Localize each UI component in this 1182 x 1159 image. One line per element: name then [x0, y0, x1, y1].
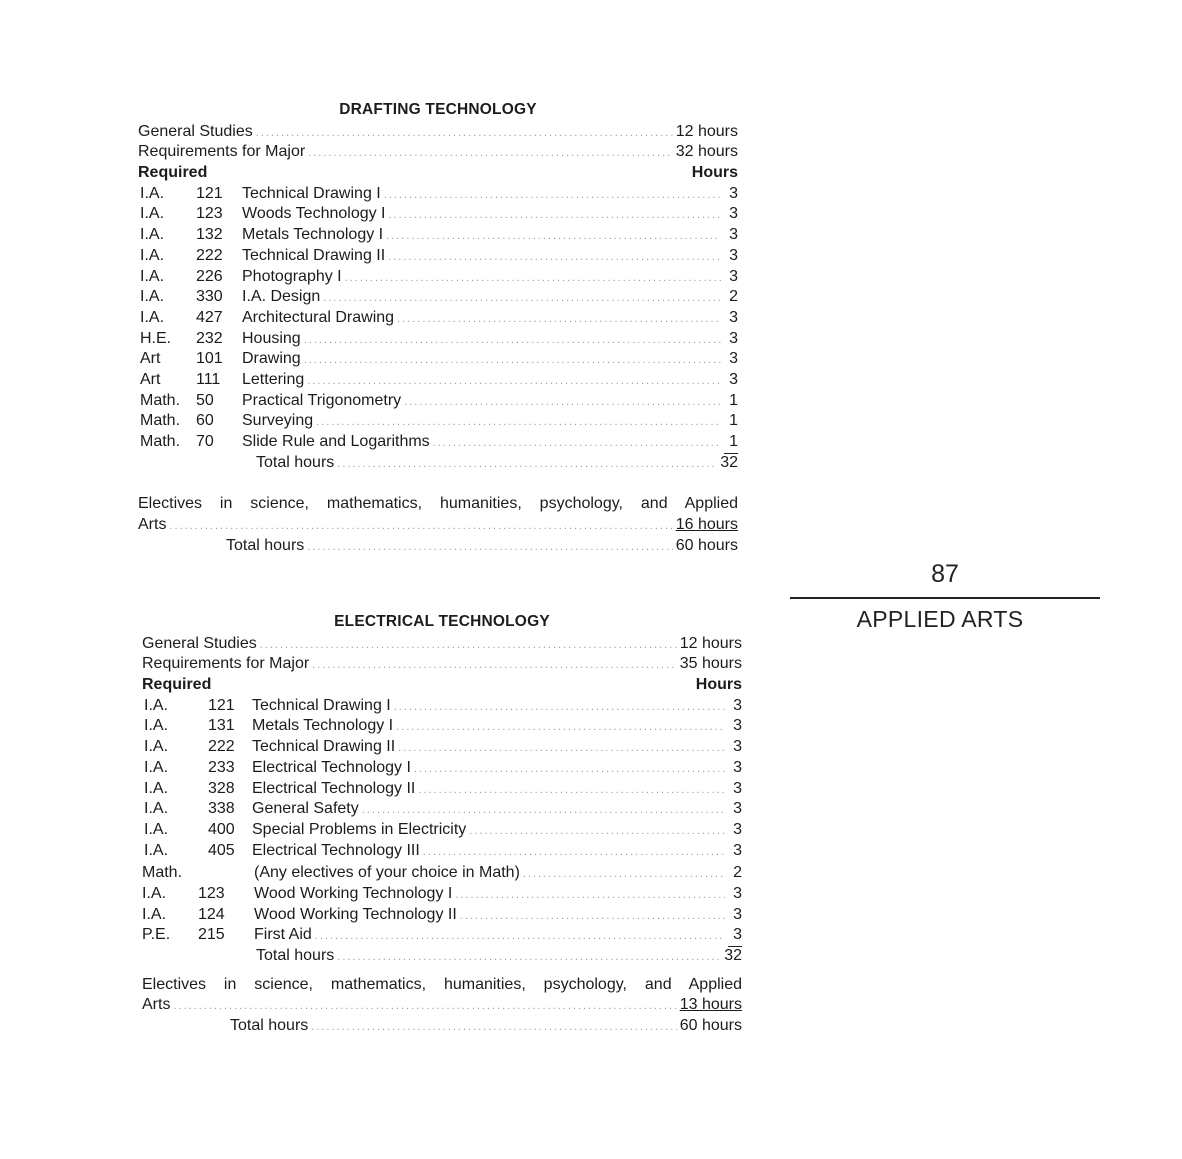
course-subject: I.A. — [142, 905, 167, 923]
dot-leader — [394, 697, 725, 718]
course-number: 132 — [196, 226, 223, 244]
dot-leader — [384, 185, 721, 206]
course-hours: 3 — [729, 184, 738, 202]
course-number: 405 — [208, 841, 235, 859]
course-row — [138, 329, 738, 350]
course-subject: I.A. — [142, 884, 167, 902]
course-title: Drawing — [242, 350, 301, 368]
page-number: 87 — [931, 560, 959, 588]
dot-leader — [307, 371, 721, 392]
electrical-title: ELECTRICAL TECHNOLOGY — [334, 613, 550, 630]
general-studies-label: General Studies — [142, 634, 257, 652]
course-title: First Aid — [254, 926, 312, 944]
dot-leader — [307, 537, 672, 558]
dot-leader — [396, 717, 725, 738]
electrical-grand-total-row — [142, 1016, 742, 1037]
course-hours: 2 — [733, 864, 742, 882]
course-title: Wood Working Technology I — [254, 884, 453, 902]
dot-leader — [311, 1017, 676, 1038]
dot-leader — [433, 433, 721, 454]
course-title: Electrical Technology II — [252, 779, 416, 797]
dot-leader — [304, 350, 721, 371]
dot-leader — [523, 864, 725, 885]
course-row — [138, 287, 738, 308]
course-number: 111 — [196, 370, 221, 388]
course-row — [142, 779, 742, 800]
general-studies-value: 12 hours — [679, 634, 742, 652]
drafting-grand-total-row — [138, 536, 738, 557]
total-hours-label: Total hours — [256, 453, 335, 471]
course-hours: 3 — [733, 820, 742, 838]
course-row — [142, 925, 742, 946]
grand-total-value: 60 hours — [679, 1017, 742, 1035]
dot-leader — [315, 926, 725, 947]
course-title: Electrical Technology I — [252, 758, 411, 776]
dot-leader — [323, 288, 721, 309]
course-title: Lettering — [242, 370, 305, 388]
dot-leader — [404, 392, 721, 413]
course-number: 101 — [196, 350, 223, 368]
course-subject: Art — [140, 370, 161, 388]
grand-total-label: Total hours — [230, 1017, 309, 1035]
drafting-electives-row — [138, 515, 738, 536]
electrical-section — [142, 612, 742, 1037]
electives-value: 16 hours — [675, 516, 738, 534]
course-title: Practical Trigonometry — [242, 391, 402, 409]
general-studies-value: 12 hours — [675, 122, 738, 140]
course-row — [142, 758, 742, 779]
course-subject: I.A. — [140, 308, 165, 326]
course-title: Surveying — [242, 412, 314, 430]
course-title: Technical Drawing I — [252, 696, 391, 714]
course-title: Slide Rule and Logarithms — [242, 433, 430, 451]
course-hours: 3 — [733, 717, 742, 735]
course-subject: Art — [140, 350, 161, 368]
course-number: 222 — [196, 246, 223, 264]
electrical-general-studies-row — [142, 634, 742, 655]
hours-header: Hours — [695, 676, 742, 694]
course-hours: 1 — [729, 412, 738, 430]
course-row — [142, 863, 742, 884]
course-title: Technical Drawing I — [242, 184, 381, 202]
general-studies-label: General Studies — [138, 122, 253, 140]
course-hours: 3 — [729, 226, 738, 244]
course-row — [138, 246, 738, 267]
course-row — [142, 737, 742, 758]
total-hours-value: 32 — [720, 453, 738, 471]
hours-header: Hours — [691, 164, 738, 182]
course-hours: 1 — [724, 432, 738, 454]
dot-leader — [388, 247, 721, 268]
dot-leader — [423, 842, 725, 863]
dot-leader — [362, 800, 725, 821]
course-subject: I.A. — [140, 205, 165, 223]
course-subject: I.A. — [140, 246, 165, 264]
electives-label: Arts — [138, 516, 167, 534]
course-number: 232 — [196, 329, 223, 347]
electrical-course-list — [142, 696, 742, 946]
course-hours: 3 — [733, 758, 742, 776]
electrical-header-row — [142, 675, 742, 696]
drafting-title: DRAFTING TECHNOLOGY — [339, 101, 537, 118]
total-hours-label: Total hours — [256, 947, 335, 965]
dot-leader — [460, 906, 725, 927]
course-hours: 3 — [733, 779, 742, 797]
course-number: 70 — [196, 433, 214, 451]
dot-leader — [316, 412, 721, 433]
course-subject: I.A. — [140, 288, 165, 306]
course-number: 215 — [198, 926, 225, 944]
course-hours: 3 — [729, 329, 738, 347]
page-rule — [790, 597, 1100, 599]
course-row — [138, 308, 738, 329]
course-subject: I.A. — [144, 800, 169, 818]
course-number: 60 — [196, 412, 214, 430]
grand-total-label: Total hours — [226, 536, 305, 554]
dot-leader — [260, 635, 677, 656]
course-hours: 3 — [729, 370, 738, 388]
course-number: 330 — [196, 288, 223, 306]
major-requirements-label: Requirements for Major — [138, 143, 306, 161]
course-title: Technical Drawing II — [242, 246, 386, 264]
course-title: Metals Technology I — [242, 226, 384, 244]
course-subject: I.A. — [144, 779, 169, 797]
drafting-course-list — [138, 184, 738, 453]
course-row — [142, 696, 742, 717]
course-number: 338 — [208, 800, 235, 818]
electrical-major-row — [142, 654, 742, 675]
course-row — [138, 411, 738, 432]
electrical-total-row — [142, 946, 742, 967]
dot-leader — [397, 309, 721, 330]
course-subject: H.E. — [140, 329, 172, 347]
dot-leader — [398, 738, 725, 759]
course-subject: I.A. — [140, 267, 165, 285]
course-row — [138, 204, 738, 225]
course-number: 233 — [208, 758, 235, 776]
course-subject: Math. — [142, 864, 183, 882]
drafting-electives-text: Electives in science, mathematics, humanities, psychology, and Applied — [138, 495, 738, 513]
course-row — [142, 905, 742, 926]
course-number: 123 — [198, 884, 225, 902]
electives-label: Arts — [142, 996, 171, 1014]
course-number: 121 — [196, 184, 223, 202]
course-number: 222 — [208, 738, 235, 756]
course-row — [142, 716, 742, 737]
course-hours: 3 — [733, 696, 742, 714]
course-hours: 3 — [729, 350, 738, 368]
course-hours: 3 — [733, 905, 742, 923]
course-title: Technical Drawing II — [252, 738, 396, 756]
course-hours: 3 — [729, 308, 738, 326]
course-row — [142, 820, 742, 841]
course-subject: I.A. — [144, 696, 169, 714]
total-hours-value: 32 — [724, 947, 742, 965]
dot-leader — [256, 123, 673, 144]
drafting-total-row — [138, 453, 738, 474]
dot-leader — [455, 885, 725, 906]
course-hours: 1 — [729, 391, 738, 409]
course-title: Housing — [242, 329, 301, 347]
course-subject: I.A. — [144, 717, 169, 735]
course-subject: Math. — [140, 412, 181, 430]
course-hours: 3 — [733, 884, 742, 902]
major-requirements-label: Requirements for Major — [142, 655, 310, 673]
course-title: Architectural Drawing — [242, 308, 395, 326]
course-subject: Math. — [140, 391, 181, 409]
course-title: Special Problems in Electricity — [252, 820, 467, 838]
course-hours: 3 — [733, 738, 742, 756]
dot-leader — [337, 454, 717, 475]
required-header: Required — [142, 676, 212, 694]
course-row — [138, 184, 738, 205]
drafting-section — [138, 100, 738, 556]
course-number: 328 — [208, 779, 235, 797]
course-title: Woods Technology I — [242, 205, 386, 223]
drafting-header-row — [138, 163, 738, 184]
course-hours: 3 — [733, 800, 742, 818]
course-number: 124 — [198, 905, 225, 923]
dot-leader — [414, 759, 725, 780]
dot-leader — [312, 655, 677, 676]
course-subject: I.A. — [144, 758, 169, 776]
dot-leader — [337, 947, 721, 968]
course-subject: I.A. — [144, 820, 169, 838]
course-row — [142, 841, 742, 862]
course-hours: 3 — [728, 925, 742, 947]
course-row — [138, 267, 738, 288]
course-title: Wood Working Technology II — [254, 905, 457, 923]
course-subject: Math. — [140, 433, 181, 451]
dot-leader — [418, 780, 725, 801]
course-number: 427 — [196, 308, 223, 326]
course-title: Metals Technology I — [252, 717, 394, 735]
course-row — [138, 370, 738, 391]
course-hours: 3 — [729, 246, 738, 264]
dot-leader — [304, 330, 721, 351]
course-row — [138, 225, 738, 246]
course-row — [138, 391, 738, 412]
drafting-major-row — [138, 142, 738, 163]
course-row — [142, 799, 742, 820]
major-requirements-value: 35 hours — [679, 655, 742, 673]
dot-leader — [469, 821, 725, 842]
electrical-electives-text: Electives in science, mathematics, humanities, psychology, and Applied — [142, 975, 742, 993]
dot-leader — [345, 268, 721, 289]
course-title: General Safety — [252, 800, 359, 818]
course-hours: 3 — [729, 205, 738, 223]
electives-value: 13 hours — [679, 996, 742, 1014]
grand-total-value: 60 hours — [675, 536, 738, 554]
course-number: 123 — [196, 205, 223, 223]
course-hours: 3 — [733, 841, 742, 859]
course-subject: P.E. — [142, 926, 171, 944]
course-hours: 3 — [729, 267, 738, 285]
course-title: I.A. Design — [242, 288, 321, 306]
course-number: 50 — [196, 391, 214, 409]
dot-leader — [308, 143, 673, 164]
electrical-electives-row — [142, 995, 742, 1016]
course-row — [142, 884, 742, 905]
course-number: 131 — [208, 717, 235, 735]
course-hours: 2 — [729, 288, 738, 306]
course-title: Electrical Technology III — [252, 841, 420, 859]
dot-leader — [386, 226, 721, 247]
course-number: 226 — [196, 267, 223, 285]
course-number: 121 — [208, 696, 235, 714]
dot-leader — [173, 996, 676, 1017]
course-subject: I.A. — [144, 738, 169, 756]
course-subject: I.A. — [144, 841, 169, 859]
required-header: Required — [138, 164, 208, 182]
course-subject: I.A. — [140, 226, 165, 244]
course-title: (Any electives of your choice in Math) — [254, 864, 520, 882]
course-title: Photography I — [242, 267, 342, 285]
course-subject: I.A. — [140, 184, 165, 202]
dot-leader — [169, 516, 672, 537]
dot-leader — [389, 205, 722, 226]
major-requirements-value: 32 hours — [675, 143, 738, 161]
section-heading: APPLIED ARTS — [856, 606, 1024, 632]
drafting-general-studies-row — [138, 122, 738, 143]
course-number: 400 — [208, 820, 235, 838]
course-row — [138, 432, 738, 453]
course-row — [138, 349, 738, 370]
